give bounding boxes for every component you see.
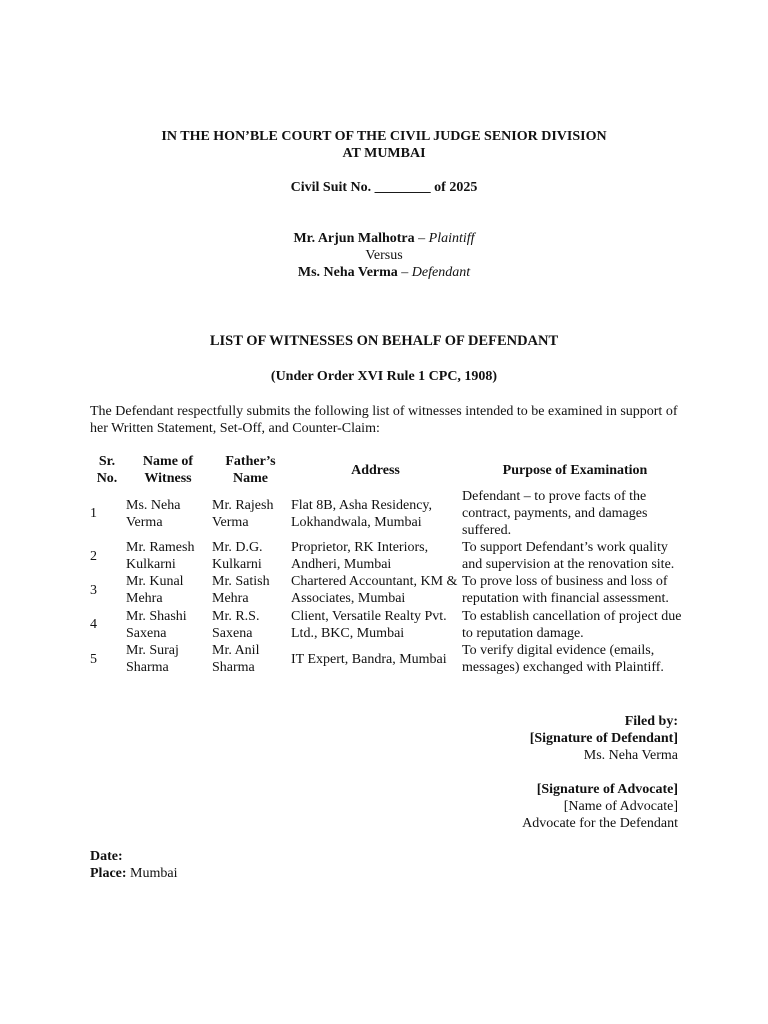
father-line-2: Verma <box>212 514 249 530</box>
row-witness-name <box>124 607 210 642</box>
name-line-2: Saxena <box>126 625 167 641</box>
name-line-2: Kulkarni <box>126 557 176 572</box>
row-witness-name <box>124 539 210 573</box>
name-line-2: Sharma <box>126 660 169 675</box>
header-father-line-1: Father’s <box>225 454 276 469</box>
purpose-line-1: To prove loss of business and loss of <box>462 574 668 589</box>
father-line-1: Mr. Anil <box>212 643 260 658</box>
versus-text: Versus <box>365 248 403 263</box>
row-purpose <box>460 573 688 607</box>
witness-table <box>88 452 688 676</box>
address-line-1: Chartered Accountant, KM & <box>291 574 458 589</box>
father-line-1: Mr. Satish <box>212 574 270 589</box>
row-sr: 5 <box>90 651 97 667</box>
purpose-line-1: To verify digital evidence (emails, <box>462 643 655 658</box>
row-sr: 2 <box>90 548 97 564</box>
header-name-line-2: Witness <box>144 471 192 486</box>
row-purpose <box>460 488 688 539</box>
name-line-2: Mehra <box>126 591 163 606</box>
address-line-2: Ltd., BKC, Mumbai <box>291 625 405 641</box>
row-address <box>289 642 460 676</box>
address-line-2: Andheri, Mumbai <box>291 557 392 572</box>
suit-number: Civil Suit No. ________ of 2025 <box>290 180 478 195</box>
row-father-name <box>210 607 289 642</box>
table-row <box>88 642 688 676</box>
court-line-2: AT MUMBAI <box>342 146 426 161</box>
court-heading <box>0 128 768 162</box>
date-label: Date: <box>90 849 123 864</box>
father-line-1: Mr. Rajesh <box>212 497 274 513</box>
header-sr-line-2: No. <box>96 471 118 486</box>
purpose-line-2: contract, payments, and damages <box>462 506 648 521</box>
row-address <box>289 607 460 642</box>
intro-line-1: The Defendant respectfully submits the following list of witnesses intended to be examined in support of <box>90 404 678 419</box>
address-line-1: IT Expert, Bandra, Mumbai <box>291 651 447 667</box>
purpose-line-2: and supervision at the renovation site. <box>462 557 675 572</box>
place-value: Mumbai <box>130 866 178 881</box>
document-subtitle: (Under Order XVI Rule 1 CPC, 1908) <box>270 369 498 384</box>
table-row <box>88 573 688 607</box>
row-sr: 4 <box>90 617 97 632</box>
row-witness-name <box>124 573 210 607</box>
header-address: Address <box>351 462 400 478</box>
defendant-role: Defendant <box>411 265 471 280</box>
table-header-row <box>88 452 688 488</box>
filed-by-name: Ms. Neha Verma <box>583 748 678 763</box>
row-father-name <box>210 539 289 573</box>
row-father-name <box>210 488 289 539</box>
intro-paragraph <box>90 403 690 437</box>
place-line <box>90 865 177 882</box>
row-sr: 1 <box>90 506 97 521</box>
address-line-1: Flat 8B, Asha Residency, <box>291 497 433 513</box>
name-line-1: Mr. Ramesh <box>126 540 195 555</box>
filed-by-label: Filed by: <box>624 714 678 729</box>
address-line-1: Client, Versatile Realty Pvt. <box>291 608 447 624</box>
defendant-signature: [Signature of Defendant] <box>529 731 678 746</box>
parties-block <box>0 230 768 281</box>
table-row <box>88 488 688 539</box>
court-line-1: IN THE HON’BLE COURT OF THE CIVIL JUDGE SENIOR DIVISION <box>161 129 607 144</box>
header-sr-no <box>88 452 124 488</box>
plaintiff-name: Mr. Arjun Malhotra <box>293 231 415 246</box>
father-line-2: Saxena <box>212 625 253 641</box>
header-name-line-1: Name of <box>142 454 194 469</box>
header-father-name <box>210 452 289 488</box>
father-line-1: Mr. D.G. <box>212 540 263 555</box>
purpose-line-3: suffered. <box>462 523 512 538</box>
plaintiff-line: Mr. Arjun Malhotra – Plaintiff <box>293 231 475 246</box>
row-witness-name <box>124 642 210 676</box>
purpose-line-1: Defendant – to prove facts of the <box>462 489 647 504</box>
father-line-2: Kulkarni <box>212 557 262 572</box>
purpose-line-1: To support Defendant’s work quality <box>462 540 668 555</box>
purpose-line-2: to reputation damage. <box>462 625 584 641</box>
father-line-2: Mehra <box>212 591 249 606</box>
address-line-1: Proprietor, RK Interiors, <box>291 540 429 555</box>
row-purpose <box>460 539 688 573</box>
advocate-name: [Name of Advocate] <box>563 799 678 814</box>
defendant-name: Ms. Neha Verma <box>297 265 398 280</box>
row-purpose <box>460 607 688 642</box>
filed-by-block <box>400 713 678 764</box>
table-row <box>88 607 688 642</box>
name-line-1: Ms. Neha <box>126 497 181 513</box>
name-line-1: Mr. Suraj <box>126 643 179 658</box>
address-line-2: Associates, Mumbai <box>291 591 406 606</box>
header-father-line-2: Name <box>233 471 268 486</box>
row-father-name <box>210 642 289 676</box>
purpose-line-1: To establish cancellation of project due <box>462 608 682 624</box>
name-line-1: Mr. Kunal <box>126 574 184 589</box>
advocate-signature: [Signature of Advocate] <box>536 782 678 797</box>
name-line-1: Mr. Shashi <box>126 608 187 624</box>
header-purpose: Purpose of Examination <box>502 462 648 478</box>
plaintiff-role: Plaintiff <box>428 231 475 246</box>
purpose-line-2: messages) exchanged with Plaintiff. <box>462 660 664 675</box>
father-line-1: Mr. R.S. <box>212 608 260 624</box>
father-line-2: Sharma <box>212 660 255 675</box>
row-address <box>289 488 460 539</box>
advocate-block <box>400 781 678 832</box>
row-address <box>289 539 460 573</box>
place-label: Place: <box>90 866 127 881</box>
advocate-role: Advocate for the Defendant <box>522 816 678 831</box>
row-father-name <box>210 573 289 607</box>
row-address <box>289 573 460 607</box>
header-sr-line-1: Sr. <box>98 454 116 469</box>
table-row <box>88 539 688 573</box>
name-line-2: Verma <box>126 514 163 530</box>
document-title: LIST OF WITNESSES ON BEHALF OF DEFENDANT <box>209 333 559 349</box>
header-witness-name <box>124 452 210 488</box>
intro-line-2: her Written Statement, Set-Off, and Counter-Claim: <box>90 421 380 436</box>
purpose-line-2: reputation with financial assessment. <box>462 591 669 606</box>
date-place-block <box>90 848 177 882</box>
address-line-2: Lokhandwala, Mumbai <box>291 514 422 530</box>
defendant-line: Ms. Neha Verma – Defendant <box>297 265 471 280</box>
row-purpose <box>460 642 688 676</box>
row-sr: 3 <box>90 582 97 598</box>
row-witness-name <box>124 488 210 539</box>
